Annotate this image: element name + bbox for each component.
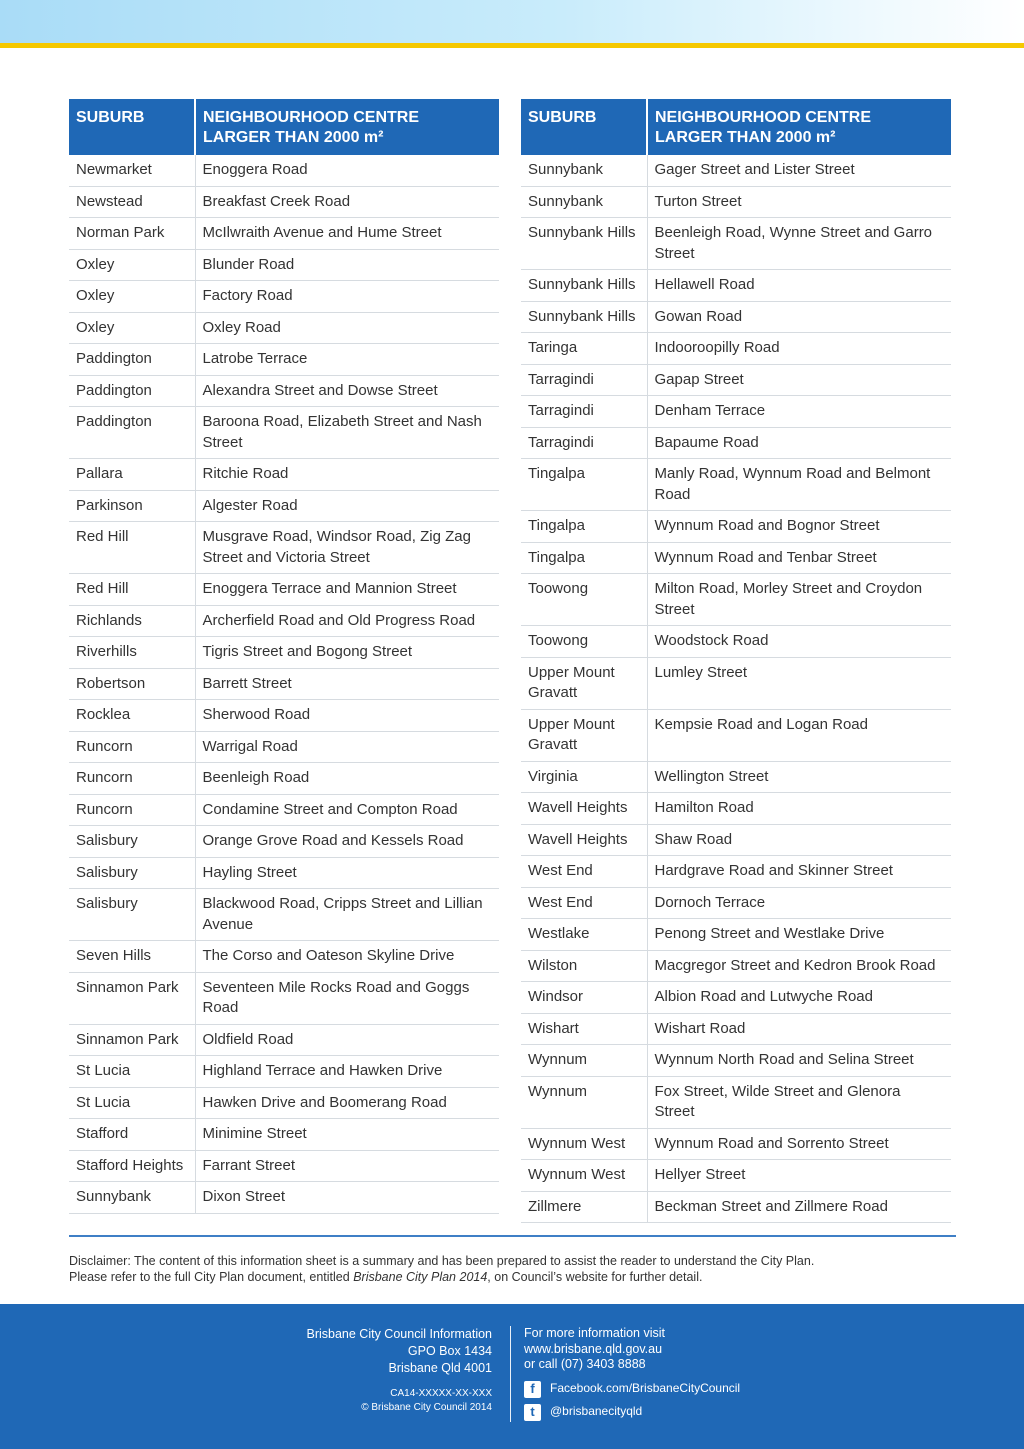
suburb-cell: Wynnum [521,1076,647,1128]
centre-location-cell: Penong Street and Westlake Drive [647,919,951,951]
centre-location-cell: Tigris Street and Bogong Street [195,637,499,669]
table-row [69,407,499,459]
centre-location-cell: Breakfast Creek Road [195,186,499,218]
suburb-cell: Wynnum West [521,1160,647,1192]
table-row [69,1119,499,1151]
suburb-cell: Upper Mount Gravatt [521,709,647,761]
table-header-row [521,99,951,155]
suburb-cell: Parkinson [69,490,195,522]
suburb-cell: Runcorn [69,763,195,795]
footer-website-link[interactable]: www.brisbane.qld.gov.au [524,1341,663,1356]
table-row [521,1013,951,1045]
suburb-cell: Wynnum West [521,1128,647,1160]
suburb-cell: Sunnybank [521,186,647,218]
centre-location-cell: Kempsie Road and Logan Road [647,709,951,761]
centre-location-cell: Barrett Street [195,668,499,700]
suburb-cell: Toowong [521,574,647,626]
table-row [521,824,951,856]
table-row [521,1076,951,1128]
table-row [521,626,951,658]
suburb-cell: Tingalpa [521,542,647,574]
suburb-cell: Seven Hills [69,941,195,973]
table-row [521,542,951,574]
table-row [521,657,951,709]
centre-location-cell: Warrigal Road [195,731,499,763]
suburb-cell: Salisbury [69,889,195,941]
centre-location-cell: Blunder Road [195,249,499,281]
centre-location-cell: Orange Grove Road and Kessels Road [195,826,499,858]
table-row [69,941,499,973]
centre-location-cell: Wellington Street [647,761,951,793]
suburb-cell: Oxley [69,281,195,313]
left-table-body [69,155,499,1213]
table-row [521,364,951,396]
header-centre: NEIGHBOURHOOD CENTRE LARGER THAN 2000 m² [647,99,951,155]
centre-location-cell: Hellyer Street [647,1160,951,1192]
centre-location-cell: Indooroopilly Road [647,333,951,365]
table-row [521,919,951,951]
suburb-cell: Salisbury [69,857,195,889]
footer-more-info: For more information visit [524,1326,666,1340]
table-row [521,793,951,825]
centre-location-cell: McIlwraith Avenue and Hume Street [195,218,499,250]
facebook-icon: f [524,1381,541,1398]
table-row [521,982,951,1014]
table-row [69,857,499,889]
suburb-cell: Sunnybank Hills [521,301,647,333]
twitter-link[interactable] [524,1404,740,1421]
footer-divider [510,1326,511,1422]
suburb-cell: Wavell Heights [521,793,647,825]
suburb-cell: Robertson [69,668,195,700]
header-suburb: SUBURB [69,99,195,155]
footer-city: Brisbane Qld 4001 [388,1361,492,1375]
suburb-cell: Tarragindi [521,364,647,396]
centre-location-cell: Baroona Road, Elizabeth Street and Nash Street [195,407,499,459]
centre-location-cell: Beckman Street and Zillmere Road [647,1191,951,1223]
table-row [521,887,951,919]
suburb-cell: Tingalpa [521,511,647,543]
centre-location-cell: Highland Terrace and Hawken Drive [195,1056,499,1088]
suburb-cell: Sunnybank [69,1182,195,1214]
disclaimer-line-2: Please refer to the full City Plan document, entitled Brisbane City Plan 2014, on Council’s website for further detail. [69,1270,703,1284]
centre-location-cell: Latrobe Terrace [195,344,499,376]
suburb-cell: Sunnybank Hills [521,270,647,302]
suburb-cell: Riverhills [69,637,195,669]
footer-copyright: © Brisbane City Council 2014 [361,1402,492,1413]
footer-phone: or call (07) 3403 8888 [524,1357,646,1371]
centre-location-cell: Factory Road [195,281,499,313]
twitter-label: @brisbanecityqld [550,1404,643,1419]
table-row [69,637,499,669]
table-row [69,218,499,250]
table-row [521,155,951,186]
centre-location-cell: Dixon Street [195,1182,499,1214]
table-row [69,889,499,941]
centre-location-cell: Bapaume Road [647,427,951,459]
centre-location-cell: Seventeen Mile Rocks Road and Goggs Road [195,972,499,1024]
table-row [69,972,499,1024]
table-row [69,186,499,218]
table-row [521,427,951,459]
table-row [69,1182,499,1214]
centre-location-cell: Archerfield Road and Old Progress Road [195,605,499,637]
centre-location-cell: Wishart Road [647,1013,951,1045]
footer-info-block [524,1326,740,1421]
table-row [521,396,951,428]
suburb-cell: Toowong [521,626,647,658]
table-row [69,344,499,376]
table-row [69,668,499,700]
table-row [69,1056,499,1088]
suburb-cell: Paddington [69,344,195,376]
suburb-cell: Red Hill [69,522,195,574]
suburb-cell: Tarragindi [521,427,647,459]
centre-location-cell: Wynnum Road and Tenbar Street [647,542,951,574]
table-row [69,459,499,491]
suburb-cell: Westlake [521,919,647,951]
suburb-cell: Tingalpa [521,459,647,511]
table-row [521,301,951,333]
suburb-cell: Richlands [69,605,195,637]
suburb-cell: Newmarket [69,155,195,186]
footer [0,1304,1024,1449]
footer-doc-code: CA14-XXXXX-XX-XXX [390,1388,492,1399]
right-table-body [521,155,951,1223]
suburb-cell: Oxley [69,249,195,281]
centre-location-cell: Hellawell Road [647,270,951,302]
centre-location-cell: Oxley Road [195,312,499,344]
table-row [521,856,951,888]
suburb-cell: Wilston [521,950,647,982]
table-row [69,522,499,574]
centre-location-cell: Oldfield Road [195,1024,499,1056]
footer-po-box: GPO Box 1434 [407,1344,492,1358]
centre-location-cell: Beenleigh Road [195,763,499,795]
suburb-cell: Sinnamon Park [69,1024,195,1056]
table-row [521,574,951,626]
right-suburb-table [521,99,951,1223]
centre-location-cell: Milton Road, Morley Street and Croydon Street [647,574,951,626]
table-row [521,1160,951,1192]
centre-location-cell: Enoggera Road [195,155,499,186]
facebook-link[interactable] [524,1381,740,1398]
suburb-cell: Salisbury [69,826,195,858]
suburb-cell: St Lucia [69,1056,195,1088]
suburb-cell: Oxley [69,312,195,344]
table-row [69,1024,499,1056]
table-header-row [69,99,499,155]
table-row [521,1128,951,1160]
suburb-cell: Upper Mount Gravatt [521,657,647,709]
centre-location-cell: Gager Street and Lister Street [647,155,951,186]
table-row [69,249,499,281]
suburb-cell: Runcorn [69,731,195,763]
centre-location-cell: Condamine Street and Compton Road [195,794,499,826]
suburb-cell: Sunnybank [521,155,647,186]
suburb-cell: Zillmere [521,1191,647,1223]
table-row [69,1087,499,1119]
suburb-cell: Rocklea [69,700,195,732]
suburb-cell: St Lucia [69,1087,195,1119]
centre-location-cell: Lumley Street [647,657,951,709]
footer-org: Brisbane City Council Information [306,1327,492,1341]
centre-location-cell: Wynnum North Road and Selina Street [647,1045,951,1077]
facebook-label: Facebook.com/BrisbaneCityCouncil [550,1381,741,1396]
centre-location-cell: Enoggera Terrace and Mannion Street [195,574,499,606]
table-row [69,794,499,826]
suburb-cell: Paddington [69,407,195,459]
centre-location-cell: Gapap Street [647,364,951,396]
left-suburb-table [69,99,499,1214]
centre-location-cell: Alexandra Street and Dowse Street [195,375,499,407]
centre-location-cell: Fox Street, Wilde Street and Glenora Street [647,1076,951,1128]
suburb-cell: Sunnybank Hills [521,218,647,270]
centre-location-cell: Farrant Street [195,1150,499,1182]
centre-location-cell: Turton Street [647,186,951,218]
disclaimer [69,1253,956,1285]
centre-location-cell: Hamilton Road [647,793,951,825]
header-centre: NEIGHBOURHOOD CENTRE LARGER THAN 2000 m² [195,99,499,155]
suburb-cell: Taringa [521,333,647,365]
centre-location-cell: The Corso and Oateson Skyline Drive [195,941,499,973]
centre-location-cell: Hayling Street [195,857,499,889]
disclaimer-line-1: Disclaimer: The content of this information sheet is a summary and has been prepared to assist the reader to understand the City Plan. [69,1254,815,1268]
table-row [521,761,951,793]
table-row [69,155,499,186]
centre-location-cell: Beenleigh Road, Wynne Street and Garro Street [647,218,951,270]
suburb-cell: Virginia [521,761,647,793]
table-row [521,270,951,302]
centre-location-cell: Hardgrave Road and Skinner Street [647,856,951,888]
centre-location-cell: Wynnum Road and Bognor Street [647,511,951,543]
table-row [521,186,951,218]
suburb-cell: Windsor [521,982,647,1014]
table-row [521,1191,951,1223]
centre-location-cell: Manly Road, Wynnum Road and Belmont Road [647,459,951,511]
centre-location-cell: Wynnum Road and Sorrento Street [647,1128,951,1160]
suburb-cell: Norman Park [69,218,195,250]
centre-location-cell: Sherwood Road [195,700,499,732]
suburb-cell: Tarragindi [521,396,647,428]
table-row [69,281,499,313]
suburb-cell: Runcorn [69,794,195,826]
suburb-cell: Red Hill [69,574,195,606]
centre-location-cell: Musgrave Road, Windsor Road, Zig Zag Street and Victoria Street [195,522,499,574]
centre-location-cell: Denham Terrace [647,396,951,428]
header-suburb: SUBURB [521,99,647,155]
table-row [521,709,951,761]
centre-location-cell: Hawken Drive and Boomerang Road [195,1087,499,1119]
suburb-cell: Wynnum [521,1045,647,1077]
centre-location-cell: Algester Road [195,490,499,522]
table-row [69,731,499,763]
table-row [69,375,499,407]
table-row [69,826,499,858]
centre-location-cell: Shaw Road [647,824,951,856]
suburb-cell: West End [521,856,647,888]
centre-location-cell: Albion Road and Lutwyche Road [647,982,951,1014]
footer-contact-block [307,1326,493,1415]
table-row [69,490,499,522]
table-row [521,1045,951,1077]
suburb-cell: Stafford [69,1119,195,1151]
table-row [521,333,951,365]
table-row [69,574,499,606]
disclaimer-divider [69,1235,956,1237]
suburb-cell: Wavell Heights [521,824,647,856]
top-accent-rule [0,43,1024,48]
centre-location-cell: Macgregor Street and Kedron Brook Road [647,950,951,982]
suburb-cell: Wishart [521,1013,647,1045]
centre-location-cell: Gowan Road [647,301,951,333]
centre-location-cell: Ritchie Road [195,459,499,491]
suburb-cell: Paddington [69,375,195,407]
table-row [69,312,499,344]
centre-location-cell: Blackwood Road, Cripps Street and Lillian Avenue [195,889,499,941]
centre-location-cell: Woodstock Road [647,626,951,658]
table-row [521,459,951,511]
suburb-cell: Newstead [69,186,195,218]
centre-location-cell: Minimine Street [195,1119,499,1151]
twitter-icon: t [524,1404,541,1421]
suburb-cell: Stafford Heights [69,1150,195,1182]
table-row [69,1150,499,1182]
suburb-cell: Pallara [69,459,195,491]
centre-location-cell: Dornoch Terrace [647,887,951,919]
table-row [69,605,499,637]
top-banner [0,0,1024,45]
table-row [69,763,499,795]
table-row [521,511,951,543]
table-row [521,218,951,270]
table-row [69,700,499,732]
suburb-cell: West End [521,887,647,919]
suburb-cell: Sinnamon Park [69,972,195,1024]
table-row [521,950,951,982]
